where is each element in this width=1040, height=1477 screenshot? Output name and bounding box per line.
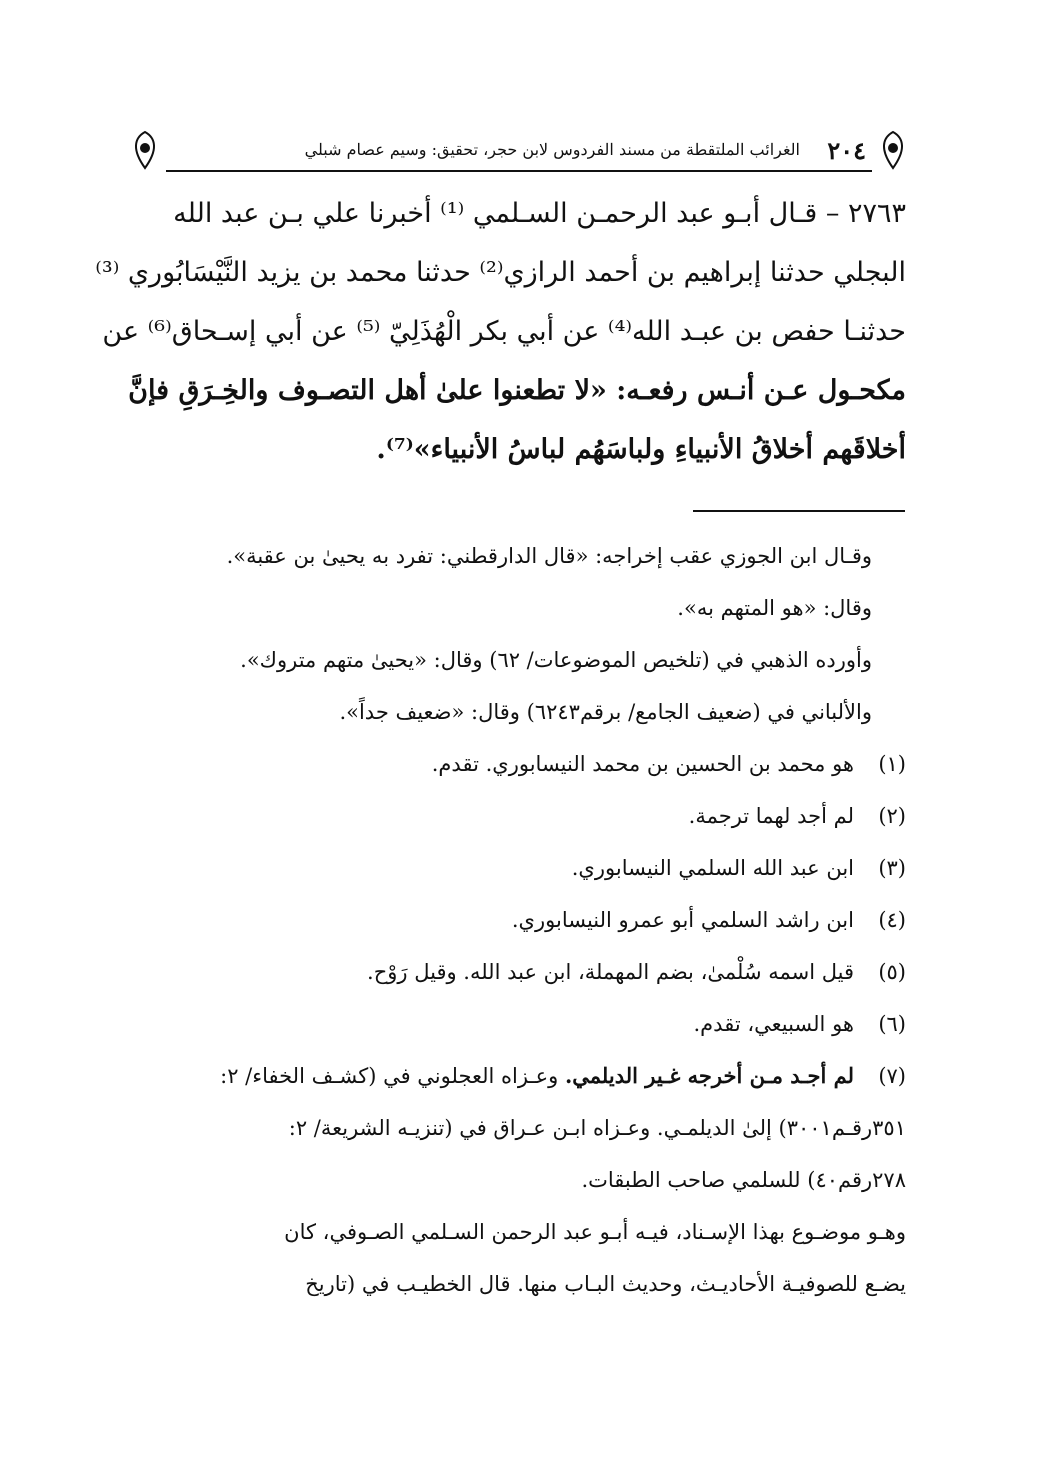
footnote-number: (٣) bbox=[878, 856, 906, 880]
footnote-number: (٦) bbox=[878, 1012, 906, 1036]
footnote-number: (٤) bbox=[878, 908, 906, 932]
footnote-separator bbox=[693, 510, 905, 512]
footnote-text bbox=[130, 1050, 854, 1102]
note-line: ٢٧٨رقم٤٠) للسلمي صاحب الطبقات. bbox=[581, 1168, 906, 1192]
note-line: ٣٥١رقـم٣٠٠١) إلىٰ الديلمـي. وعـزاه ابـن عـراق في (تنزيـه الشريعة/ ٢: bbox=[288, 1116, 906, 1140]
footnote-text: هو محمد بن الحسين بن محمد النيسابوري. تقدم. bbox=[431, 752, 854, 776]
footnote-text: ابن راشد السلمي أبو عمرو النيسابوري. bbox=[511, 908, 854, 932]
note-line: وأورده الذهبي في (تلخيص الموضوعات/ ٦٢) وقال: «يحيىٰ متهم متروك». bbox=[240, 648, 872, 672]
footnote-item bbox=[130, 946, 906, 998]
footnote-item bbox=[130, 1050, 906, 1102]
ornament-icon bbox=[128, 130, 162, 170]
footnote-text: لم أجد لهما ترجمة. bbox=[688, 804, 854, 828]
text-line: حدثنـا حفص بن عبـد الله⁽⁴⁾ عن أبي بكر الْهُذَلِيّ ⁽⁵⁾ عن أبي إسـحاق⁽⁶⁾ عن bbox=[102, 316, 906, 347]
footnote-number: (١) bbox=[878, 752, 906, 776]
running-title: الغرائب الملتقطة من مسند الفردوس لابن حجر، تحقيق: وسيم عصام شبلي bbox=[304, 140, 800, 159]
text-line: البجلي حدثنا إبراهيم بن أحمد الرازي⁽²⁾ حدثنا محمد بن يزيد النَّيْسَابُوري ⁽³⁾ bbox=[95, 257, 906, 288]
footnote-item bbox=[130, 998, 906, 1050]
text-line: ٢٧٦٣ – قـال أبـو عبد الرحمـن السـلمي ⁽¹⁾ أخبرنا علي بـن عبد الله bbox=[173, 198, 906, 229]
footnote-bold-text: لم أجـد مـن أخرجه غـير الديلمي. bbox=[564, 1063, 854, 1088]
text-line: مكحـول عـن أنـس رفعـه: «لا تطعنوا علىٰ أهل التصـوف والخِـرَقِ فإنَّ bbox=[128, 375, 906, 406]
footnote-item bbox=[130, 790, 906, 842]
note-line: وقال: «هو المتهم به». bbox=[677, 596, 872, 620]
footnote-number: (٥) bbox=[878, 960, 906, 984]
footnote-text: ابن عبد الله السلمي النيسابوري. bbox=[571, 856, 854, 880]
note-line: وقـال ابن الجوزي عقب إخراجه: «قال الدارقطني: تفرد به يحيىٰ بن عقبة». bbox=[226, 544, 872, 568]
text-line: أخلاقَهم أخلاقُ الأنبياءِ ولباسَهُم لباسُ الأنبياء»⁽⁷⁾. bbox=[376, 434, 906, 465]
note-line: وهـو موضـوع بهذا الإسـناد، فيـه أبـو عبد الرحمن السـلمي الصـوفي، كان bbox=[284, 1220, 906, 1244]
page-header bbox=[128, 128, 910, 174]
footnote-rest-text: وعـزاه العجلوني في (كشـف الخفاء/ ٢: bbox=[220, 1064, 565, 1088]
hadith-text bbox=[95, 184, 906, 479]
footnote-text: قيل اسمه سُلْمىٰ، بضم المهملة، ابن عبد الله. وقيل رَوْح. bbox=[367, 960, 854, 984]
footnote-text: هو السبيعي، تقدم. bbox=[693, 1012, 854, 1036]
note-line: يضـع للصوفيـة الأحاديـث، وحديث البـاب منها. قال الخطيـب في (تاريخ bbox=[305, 1272, 906, 1296]
header-rule bbox=[166, 170, 872, 172]
footnote-item bbox=[130, 894, 906, 946]
ornament-icon bbox=[876, 130, 910, 170]
footnote-number: (٧) bbox=[878, 1064, 906, 1088]
page-number: ٢٠٤ bbox=[827, 136, 866, 165]
footnotes bbox=[130, 530, 906, 1310]
footnote-number: (٢) bbox=[878, 804, 906, 828]
footnote-item bbox=[130, 842, 906, 894]
footnote-item bbox=[130, 738, 906, 790]
note-line: والألباني في (ضعيف الجامع/ برقم٦٢٤٣) وقال: «ضعيف جداً». bbox=[339, 700, 872, 724]
